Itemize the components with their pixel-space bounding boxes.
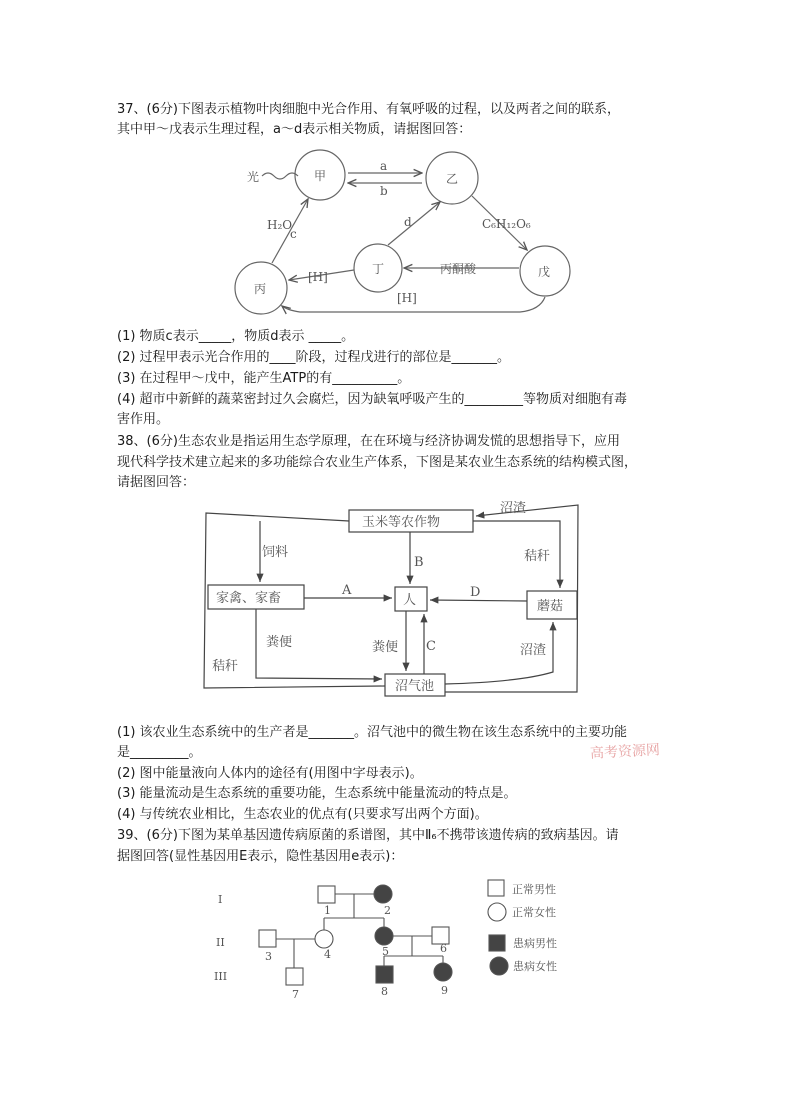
q38-sub4: (4) 与传统农业相比，生态农业的优点有(只要求写出两个方面)。 [117,807,488,822]
ind-1 [318,886,335,903]
num-4: 4 [324,948,331,961]
q38-sub1-line1: (1) 该农业生态系统中的生产者是_______。沼气池中的微生物在该生态系统中的主要功能 [117,725,628,740]
legend-affected-male: 患病男性 [513,937,557,950]
label-feed: 饲料 [262,545,289,560]
label-mushroom: 蘑菇 [537,599,564,614]
legend-affected-female-symbol [490,957,508,975]
q39-stem-line1: 39、(6分)下图为某单基因遗传病原菌的系谱图，其中Ⅱ₆不携带该遗传病的致病基因。请 [117,828,619,843]
label-d: d [404,215,412,229]
q37-sub2: (2) 过程甲表示光合作用的____阶段，过程戊进行的部位是_______。 [117,350,511,365]
watermark: 高考资源网 [589,742,661,762]
ind-2 [374,885,392,903]
q38-stem-line2: 现代科学技术建立起来的多功能综合农业生产体系，下图是某农业生态系统的结构模式图， [117,455,638,470]
num-2: 2 [384,904,391,917]
num-7: 7 [292,988,299,1001]
legend-normal-female: 正常女性 [512,906,556,919]
label-a: a [380,159,388,173]
q38-stem-line1: 38、(6分)生态农业是指运用生态学原理，在在环境与经济协调发慌的思想指导下，应用 [117,434,620,449]
label-residue-top: 沼渣 [500,501,527,516]
label-biogas: 沼气池 [395,679,435,694]
legend-normal-male: 正常男性 [512,883,556,896]
label-light: 光 [247,170,260,184]
label-pyruvate: 丙酮酸 [440,262,477,276]
legend-affected-male-symbol [489,935,505,951]
q38-sub3: (3) 能量流动是生态系统的重要功能，生态系统中能量流动的特点是。 [117,786,517,801]
ind-8 [376,966,393,983]
num-8: 8 [381,985,388,998]
label-manure-livestock: 粪便 [266,635,293,650]
label-human: 人 [403,593,417,608]
label-jia: 甲 [314,169,327,183]
ind-3 [259,930,276,947]
num-9: 9 [441,984,448,997]
ind-7 [286,968,303,985]
q37-stem-line1: 37、(6分)下图表示植物叶肉细胞中光合作用、有氧呼吸的过程，以及两者之间的联系， [117,102,620,117]
label-A: A [342,583,352,598]
num-5: 5 [382,945,389,958]
num-1: 1 [324,904,331,917]
q37-sub1: (1) 物质c表示_____，物质d表示 _____。 [117,329,355,344]
label-residue-bottom: 沼渣 [520,643,547,658]
num-6: 6 [440,942,447,955]
ind-9 [434,963,452,981]
label-bing: 丙 [254,282,267,296]
q38-stem-line3: 请据图回答： [117,475,196,490]
q38-sub2: (2) 图中能量液向人体内的途径有(用图中字母表示)。 [117,766,423,781]
label-wu: 戊 [538,265,551,279]
label-h2: [H] [397,291,417,305]
label-straw-left: 秸秆 [212,659,239,674]
label-crops: 玉米等农作物 [362,515,441,530]
label-h2o: H₂O [267,218,293,232]
num-3: 3 [265,950,272,963]
label-c: c [290,227,297,241]
label-manure-human: 粪便 [372,640,399,655]
legend-affected-female: 患病女性 [513,960,557,973]
ind-4 [315,930,333,948]
label-straw-right: 秸秆 [524,549,551,564]
q39-stem-line2: 据图回答(显性基因用E表示，隐性基因用e表示)： [117,849,404,864]
gen-III: III [214,970,228,983]
ind-5 [375,927,393,945]
label-glucose: C₆H₁₂O₆ [482,217,531,231]
label-b: b [380,184,388,198]
label-C: C [426,639,436,654]
label-ding: 丁 [372,262,385,276]
q37-sub4-line1: (4) 超市中新鲜的蔬菜密封过久会腐烂，因为缺氧呼吸产生的_________等物质对细胞有毒 [117,392,628,407]
label-B: B [414,555,424,570]
label-h1: [H] [308,270,328,284]
q38-sub1-line2: 是_________。 [117,745,202,760]
q37-stem-line2: 其中甲～戊表示生理过程，a～d表示相关物质，请据图回答： [117,122,472,137]
q37-sub4-line2: 害作用。 [117,412,170,427]
label-yi: 乙 [446,172,459,186]
label-livestock: 家禽、家畜 [216,591,282,606]
legend-normal-male-symbol [488,880,504,896]
gen-II: II [216,936,225,949]
legend-normal-female-symbol [488,903,506,921]
gen-I: I [218,893,223,906]
q37-sub3: (3) 在过程甲～戊中，能产生ATP的有__________。 [117,371,411,386]
label-D: D [470,585,481,600]
